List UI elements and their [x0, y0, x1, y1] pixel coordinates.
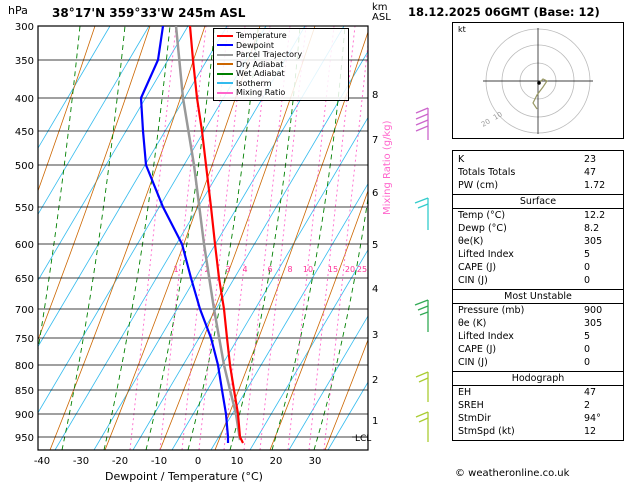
section-header-surface: Surface — [453, 194, 623, 209]
legend-item-dry-adiabat — [217, 60, 345, 70]
index-row-theta-e-surface — [453, 235, 623, 248]
svg-text:8: 8 — [372, 90, 379, 101]
legend-swatch-dewpoint — [217, 44, 233, 46]
svg-text:5: 5 — [372, 240, 379, 251]
svg-text:1: 1 — [372, 416, 379, 427]
svg-text:650: 650 — [14, 274, 34, 285]
index-label-temp: Temp (°C) — [458, 210, 506, 221]
index-value-totals-totals: 47 — [584, 167, 597, 178]
index-label-dewp: Dewp (°C) — [458, 223, 507, 234]
index-row-cape-unstable — [453, 343, 623, 356]
legend-swatch-dry-adiabat — [217, 63, 233, 65]
legend-swatch-parcel — [217, 54, 233, 56]
index-row-stmspd — [453, 425, 623, 440]
index-value-sreh: 2 — [584, 400, 591, 411]
index-value-cape-surface: 0 — [584, 262, 591, 273]
legend-label-dewpoint: Dewpoint — [236, 40, 275, 50]
hodograph-origin-dot — [537, 81, 541, 85]
index-row-cape-surface — [453, 261, 623, 274]
wind-barb-500hpa — [415, 198, 428, 230]
index-label-stmspd: StmSpd (kt) — [458, 426, 515, 437]
svg-text:850: 850 — [14, 386, 34, 397]
station-title: 38°17'N 359°33'W 245m ASL — [52, 6, 246, 20]
index-label-lifted-index-unstable: Lifted Index — [458, 331, 514, 342]
svg-text:10: 10 — [302, 265, 314, 274]
svg-text:900: 900 — [14, 410, 34, 421]
legend-label-wet-adiabat: Wet Adiabat — [236, 69, 285, 78]
index-value-pressure: 900 — [584, 305, 603, 316]
wind-barb-400hpa — [416, 108, 428, 140]
legend-item-wet-adiabat — [217, 69, 345, 79]
svg-text:10: 10 — [230, 456, 244, 467]
index-value-lifted-index-surface: 5 — [584, 249, 591, 260]
temperature-tick-labels — [34, 456, 322, 467]
index-row-eh — [453, 386, 623, 399]
svg-text:6: 6 — [372, 188, 379, 199]
wind-barb-column — [404, 100, 452, 450]
svg-text:-30: -30 — [72, 456, 90, 467]
index-row-lifted-index-unstable — [453, 330, 623, 343]
index-value-cin-surface: 0 — [584, 275, 591, 286]
hodograph-ring-label-10: 10 — [492, 110, 504, 122]
index-row-temp — [453, 209, 623, 222]
index-value-dewp: 8.2 — [584, 223, 600, 234]
legend-label-mixing-ratio: Mixing Ratio — [236, 88, 286, 97]
svg-text:600: 600 — [14, 240, 34, 251]
chart-legend — [213, 28, 349, 101]
index-value-cape-unstable: 0 — [584, 344, 591, 355]
svg-text:550: 550 — [14, 203, 34, 214]
index-value-stmdir: 94° — [584, 413, 601, 424]
svg-text:2: 2 — [372, 375, 379, 386]
index-label-pw: PW (cm) — [458, 180, 499, 191]
svg-text:-20: -20 — [111, 456, 129, 467]
index-label-cin-surface: CIN (J) — [458, 275, 488, 286]
index-row-pressure — [453, 304, 623, 317]
index-row-dewp — [453, 222, 623, 235]
legend-item-isotherm — [217, 79, 345, 89]
hodograph-ring-label-20: 20 — [480, 117, 492, 129]
index-value-theta-e-unstable: 305 — [584, 318, 603, 329]
x-axis-title: Dewpoint / Temperature (°C) — [105, 470, 263, 483]
svg-text:15: 15 — [327, 265, 339, 274]
section-header-most-unstable: Most Unstable — [453, 289, 623, 304]
index-row-lifted-index-surface — [453, 248, 623, 261]
height-unit-km: km — [372, 2, 388, 13]
index-label-cape-surface: CAPE (J) — [458, 262, 497, 273]
svg-text:-40: -40 — [33, 456, 51, 467]
height-unit-asl: ASL — [372, 12, 391, 23]
legend-item-temperature — [217, 31, 345, 41]
section-header-hodograph: Hodograph — [453, 371, 623, 386]
svg-text:950: 950 — [14, 433, 34, 444]
svg-text:25: 25 — [356, 265, 368, 274]
svg-text:3: 3 — [225, 265, 231, 274]
lcl-marker — [352, 434, 371, 444]
index-value-stmspd: 12 — [584, 426, 597, 437]
svg-text:-10: -10 — [150, 456, 168, 467]
index-value-eh: 47 — [584, 387, 597, 398]
svg-text:8: 8 — [287, 265, 293, 274]
index-label-lifted-index-surface: Lifted Index — [458, 249, 514, 260]
svg-text:6: 6 — [267, 265, 273, 274]
svg-text:750: 750 — [14, 334, 34, 345]
svg-text:450: 450 — [14, 127, 34, 138]
index-label-theta-e-surface: θe(K) — [458, 236, 484, 247]
svg-text:400: 400 — [14, 94, 34, 105]
svg-text:500: 500 — [14, 161, 34, 172]
index-row-cin-unstable — [453, 356, 623, 371]
index-row-theta-e-unstable — [453, 317, 623, 330]
legend-label-temperature: Temperature — [236, 31, 287, 40]
svg-text:800: 800 — [14, 361, 34, 372]
index-value-cin-unstable: 0 — [584, 357, 591, 368]
svg-text:4: 4 — [372, 284, 379, 295]
pressure-tick-labels — [15, 22, 34, 444]
index-row-sreh — [453, 399, 623, 412]
index-label-theta-e-unstable: θe (K) — [458, 318, 487, 329]
svg-text:350: 350 — [14, 56, 34, 67]
legend-swatch-wet-adiabat — [217, 73, 233, 75]
svg-text:3: 3 — [372, 330, 379, 341]
index-label-sreh: SREH — [458, 400, 484, 411]
legend-label-isotherm: Isotherm — [236, 78, 272, 88]
height-tick-labels — [372, 90, 378, 427]
index-label-totals-totals: Totals Totals — [458, 167, 516, 178]
legend-item-dewpoint — [217, 41, 345, 51]
svg-text:20: 20 — [344, 265, 356, 274]
svg-text:LCL: LCL — [355, 434, 372, 444]
index-value-k: 23 — [584, 154, 597, 165]
wind-barb-850hpa — [416, 372, 428, 402]
forecast-datetime: 18.12.2025 06GMT (Base: 12) — [408, 5, 600, 19]
index-label-cape-unstable: CAPE (J) — [458, 344, 497, 355]
svg-text:4: 4 — [242, 265, 248, 274]
index-label-k: K — [458, 154, 465, 165]
index-row-k — [453, 151, 623, 166]
index-value-theta-e-surface: 305 — [584, 236, 603, 247]
index-label-eh: EH — [458, 387, 472, 398]
hodograph-panel — [452, 22, 624, 139]
wind-barb-surface — [416, 412, 428, 442]
legend-swatch-isotherm — [217, 82, 233, 84]
height-unit-label — [372, 3, 391, 23]
hodograph-unit-label: kt — [458, 25, 466, 34]
index-row-pw — [453, 179, 623, 194]
index-value-lifted-index-unstable: 5 — [584, 331, 591, 342]
svg-text:2: 2 — [204, 265, 210, 274]
wind-barb-700hpa — [415, 300, 428, 332]
hodograph-plot — [453, 23, 623, 138]
svg-text:0: 0 — [194, 456, 202, 467]
indices-table — [452, 150, 624, 441]
copyright-credit: © weatheronline.co.uk — [455, 468, 570, 479]
svg-text:300: 300 — [14, 22, 34, 33]
index-row-cin-surface — [453, 274, 623, 289]
pressure-unit-label: hPa — [8, 4, 28, 17]
legend-item-parcel — [217, 50, 345, 60]
index-label-pressure: Pressure (mb) — [458, 305, 525, 316]
svg-text:20: 20 — [269, 456, 283, 467]
mixing-ratio-axis-title: Mixing Ratio (g/kg) — [382, 120, 393, 215]
index-row-stmdir — [453, 412, 623, 425]
svg-text:7: 7 — [372, 135, 379, 146]
svg-text:700: 700 — [14, 305, 34, 316]
legend-swatch-mixing-ratio — [217, 92, 233, 94]
legend-label-dry-adiabat: Dry Adiabat — [236, 59, 284, 69]
index-value-pw: 1.72 — [584, 180, 606, 191]
svg-text:1: 1 — [173, 265, 179, 274]
index-row-totals-totals — [453, 166, 623, 179]
legend-label-parcel: Parcel Trajectory — [236, 50, 303, 59]
index-value-temp: 12.2 — [584, 210, 606, 221]
legend-item-mixing-ratio — [217, 88, 345, 98]
svg-text:30: 30 — [308, 456, 322, 467]
index-label-cin-unstable: CIN (J) — [458, 357, 488, 368]
legend-swatch-temperature — [217, 35, 233, 37]
index-label-stmdir: StmDir — [458, 413, 491, 424]
